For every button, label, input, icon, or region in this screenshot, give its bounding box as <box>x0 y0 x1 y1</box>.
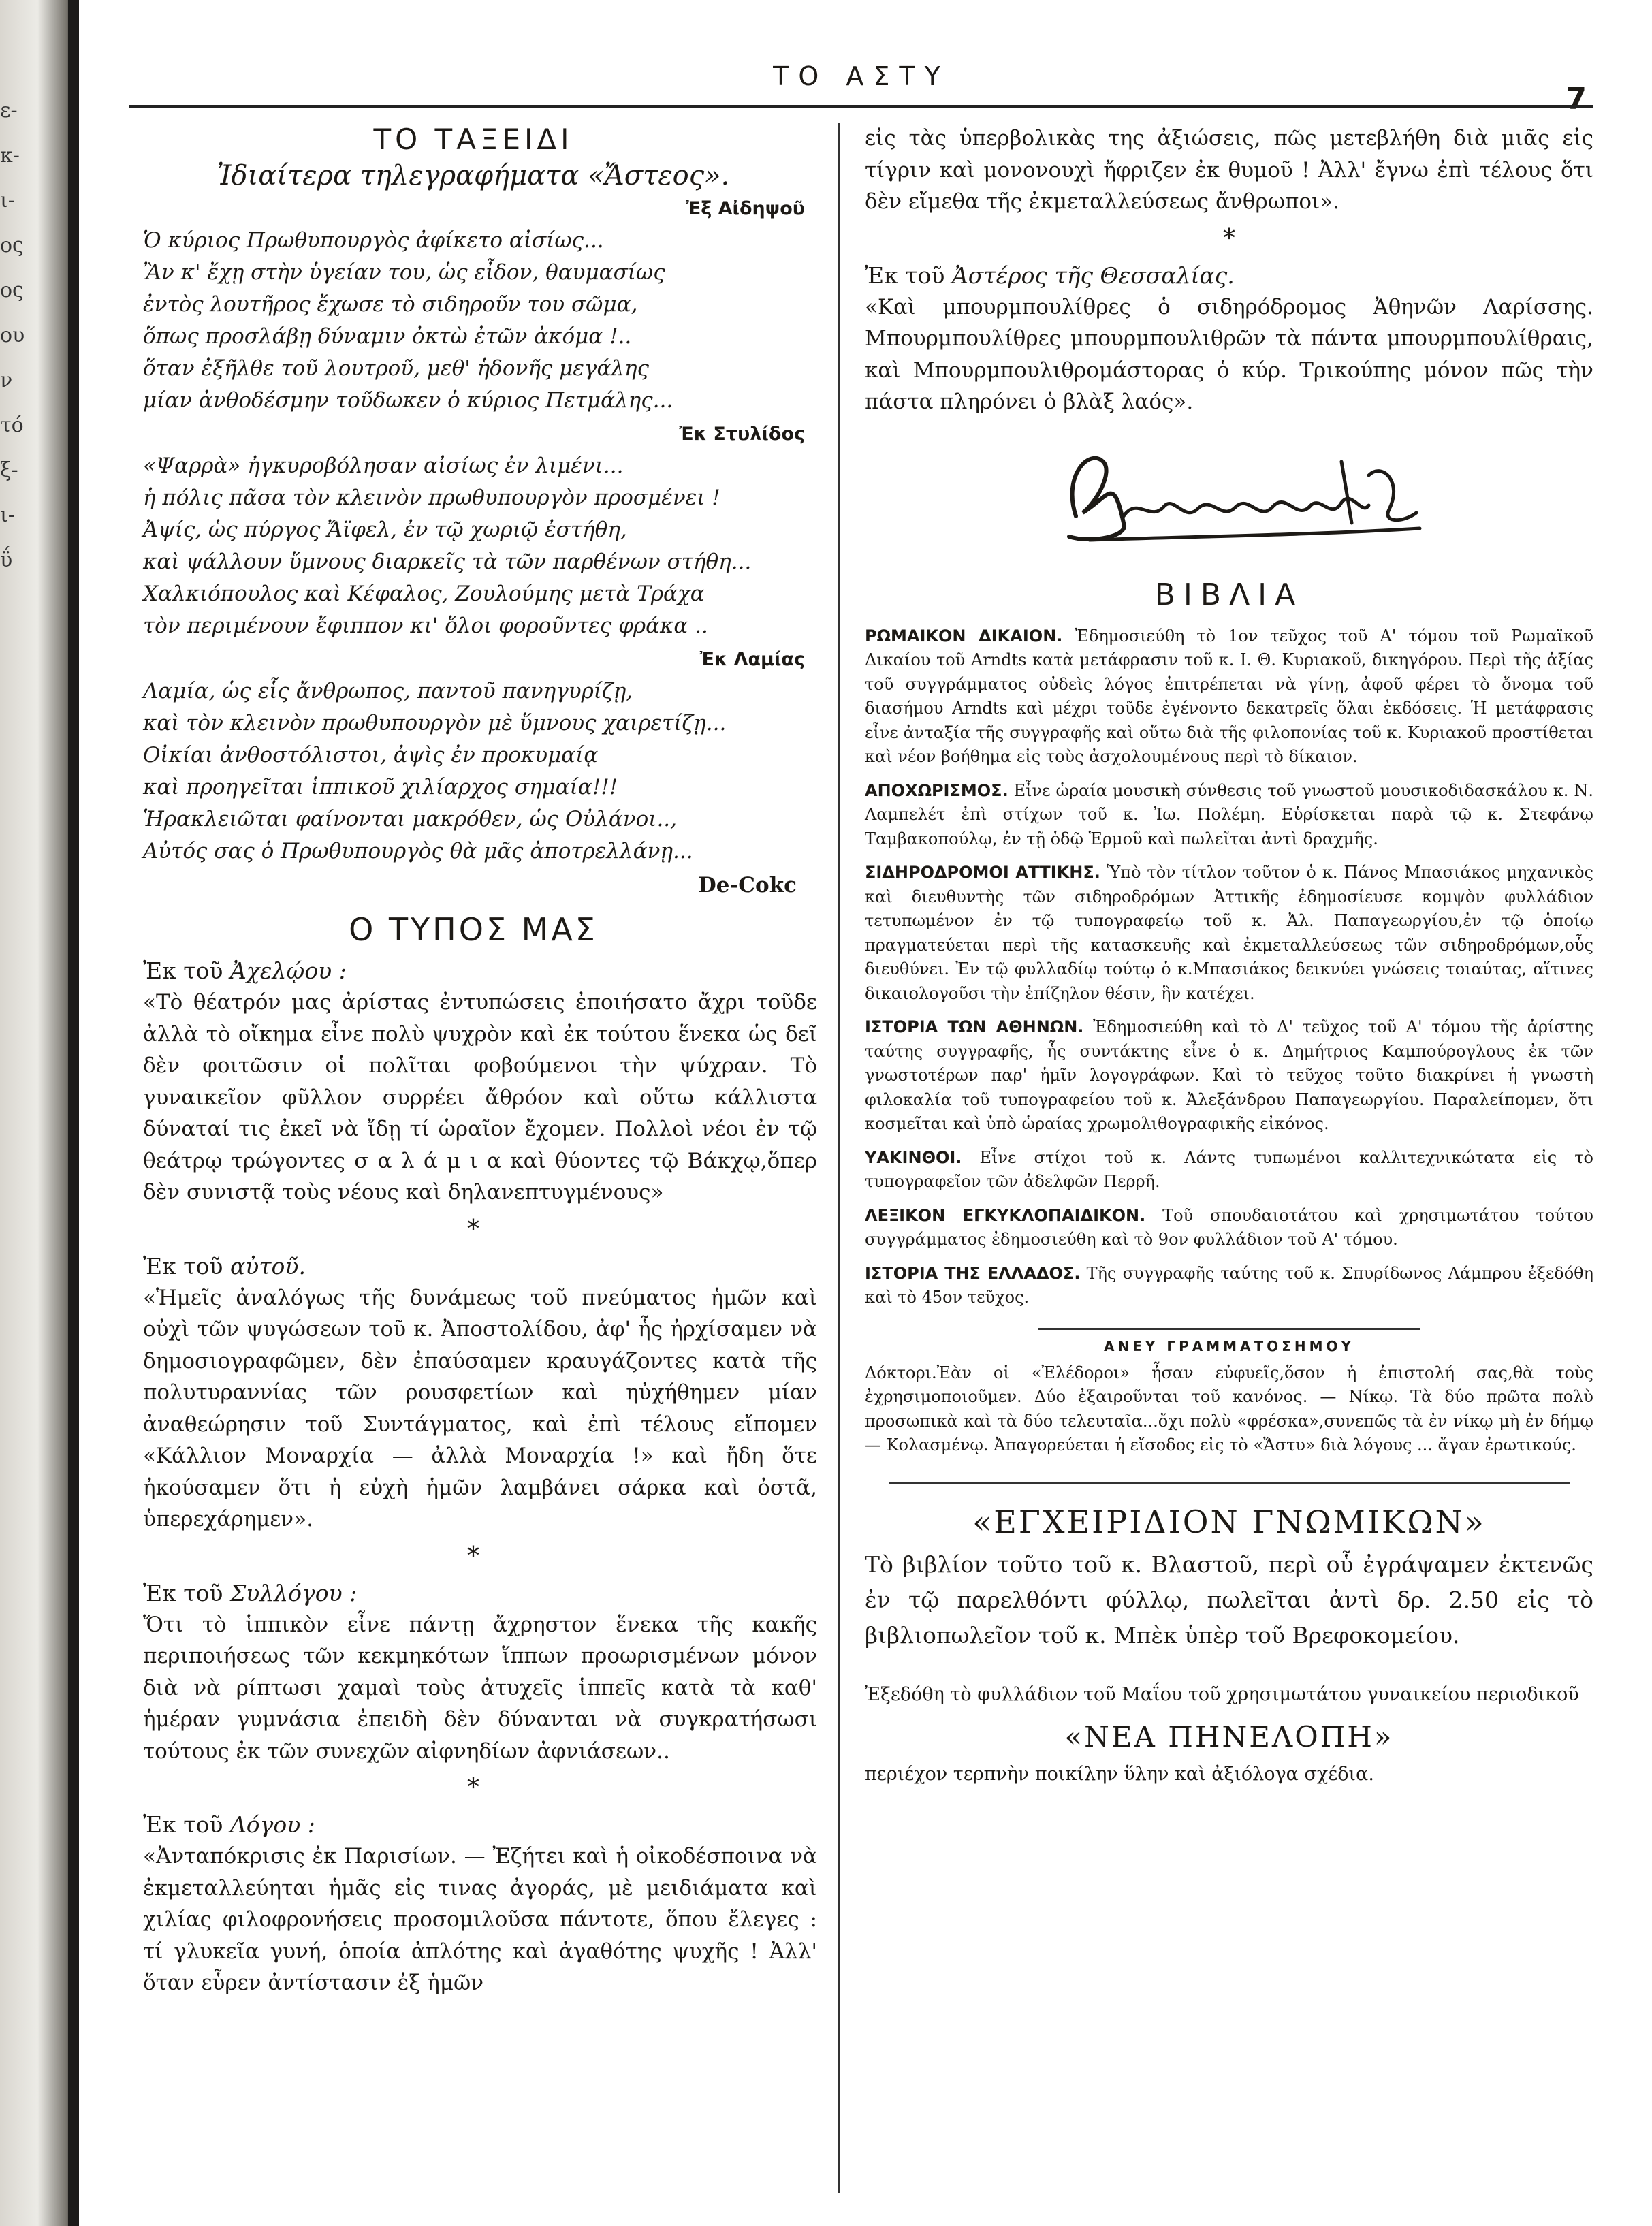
taxeidi-signature: De-Cokc <box>697 873 797 897</box>
section-rule <box>1038 1328 1420 1330</box>
separator-asterisk: * <box>467 1215 479 1243</box>
verse-line: Ἀψίς, ὡς πύργος Ἄϊφελ, ἐν τῷ χωριῷ ἐστήθη, <box>143 518 627 542</box>
telegram-section <box>129 424 817 642</box>
telegram-section <box>129 649 817 868</box>
verse-line: «Ψαρρὰ» ἠγκυροβόλησαν αἰσίως ἐν λιμένι... <box>143 454 624 478</box>
verse-line: καὶ ψάλλουν ὕμνους διαρκεῖς τὰ τῶν παρθένων στήθη... <box>143 550 752 574</box>
telegram-heading: Ἐξ Αἰδηψοῦ <box>686 198 805 219</box>
page-number: 7 <box>1566 82 1587 116</box>
penelope-after: περιέχον τερπνὴν ποικίλην ὕλην καὶ ἀξιόλογα σχέδια. <box>865 1763 1374 1785</box>
masthead-rule <box>129 105 1593 108</box>
asteros-from-prefix: Ἐκ τοῦ <box>865 261 945 289</box>
margin-fragment: ξ- <box>0 458 18 482</box>
book-name: ΛΕΞΙΚΟΝ ΕΓΚΥΚΛΟΠΑΙΔΙΚΟΝ. <box>865 1205 1146 1225</box>
book-entry <box>865 1262 1593 1310</box>
separator-asterisk: * <box>467 1542 479 1570</box>
press-source-prefix: Ἐκ τοῦ <box>143 1579 223 1606</box>
margin-fragment: τό <box>0 413 24 437</box>
book-description: Τοῦ σπουδαιοτάτου καὶ χρησιμωτάτου τούτου συγγράμματος ἐδημοσιεύθη καὶ τὸ 9ον φυλλάδιον τοῦ Α' τόμου. <box>865 1205 1593 1249</box>
book-entry <box>865 1204 1593 1252</box>
column-divider <box>838 123 840 2193</box>
book-name: ΥΑΚΙΝΘΟΙ. <box>865 1147 962 1167</box>
book-name: ΙΣΤΟΡΙΑ ΤΩΝ ΑΘΗΝΩΝ. <box>865 1017 1084 1036</box>
verse-line: Χαλκιόπουλος καὶ Κέφαλος, Ζουλούμης μετὰ Τράχα <box>143 582 705 606</box>
book-description: Εἶνε ὡραία μουσικὴ σύνθεσις τοῦ γνωστοῦ μουσικοδιδασκάλου κ. Ν. Λαμπελέτ ἐπὶ στίχων τοῦ κ. Ἰω. Πολέμη. Εὑρίσκεται παρὰ τῷ κ. Στεφάνῳ Ταμβακοπούλῳ, ἐν τῇ ὁδῷ Ἑρμοῦ καὶ πωλεῖται ἀντὶ δραχμῆς. <box>865 780 1593 848</box>
margin-fragment: ος <box>0 279 24 302</box>
separator-asterisk: * <box>1223 224 1235 253</box>
section-rule-long <box>889 1482 1570 1484</box>
press-quote: «Τὸ θέατρόν μας ἀρίστας ἐντυπώσεις ἐποιήσατο ἄχρι τοῦδε ἀλλὰ τὸ οἴκημα εἶνε πολὺ ψυχρὸν καὶ ἐκ τούτου ἕνεκα ὡς δεῖ δὲν φοιτῶσιν οἱ πολῖται φοβούμενοι τὴν ψύχραν. Τὸ γυναικεῖον φῦλλον συρρέει ἄθρόον καὶ οὕτω κάλλιστα δύναταί τις ἐκεῖ νὰ ἴδῃ τί ὡραῖον ἔχομεν. Πολλοὶ νέοι ἐν τῷ θεάτρῳ τρώγοντες σ α λ ά μ ι α καὶ θύοντες τῷ Βάκχῳ,ὅπερ δὲν συνιστᾷ τοὺς νέους καὶ δηλανεπτυγμένους» <box>143 990 817 1205</box>
verse-line: μίαν ἀνθοδέσμην τοῦδωκεν ὁ κύριος Πετμάλης... <box>143 388 673 413</box>
margin-fragment: ν <box>0 368 13 392</box>
press-source-prefix: Ἐκ τοῦ <box>143 957 223 984</box>
penelope-intro: Ἐξεδόθη τὸ φυλλάδιον τοῦ Μαΐου τοῦ χρησιμωτάτου γυναικείου περιοδικοῦ <box>865 1683 1579 1705</box>
press-source-prefix: Ἐκ τοῦ <box>143 1811 223 1838</box>
verse-line: Λαμία, ὡς εἷς ἄνθρωπος, παντοῦ πανηγυρίζῃ, <box>143 679 633 703</box>
gutter-shadow <box>68 0 79 2226</box>
verse-line: ἡ πόλις πᾶσα τὸν κλεινὸν πρωθυπουργὸν προσμένει ! <box>143 486 720 510</box>
book-name: ΡΩΜΑΙΚΟΝ ΔΙΚΑΙΟΝ. <box>865 626 1063 646</box>
no-stamp-title: ΑΝΕΥ ΓΡΑΜΜΑΤΟΣΗΜΟΥ <box>1104 1337 1354 1354</box>
book-name: ΙΣΤΟΡΙΑ ΤΗΣ ΕΛΛΑΔΟΣ. <box>865 1263 1081 1283</box>
book-description: Εἶνε στίχοι τοῦ κ. Λάντς τυπωμένοι καλλιτεχνικώτατα εἰς τὸ τυπογραφεῖον τῶν ἀδελφῶν Περρῆ. <box>865 1147 1593 1191</box>
book-description: Ἐδημοσιεύθη τὸ 1ον τεῦχος τοῦ Α' τόμου τοῦ Ρωμαϊκοῦ Δικαίου τοῦ Arndts κατὰ μετάφρασιν τοῦ κ. Ι. Θ. Κυριακοῦ, δικηγόρου. Περὶ τῆς ἀξίας τοῦ συγγράμματος οὐδεὶς λόγος ἐπιτρέπεται νὰ γίνῃ, ἀφοῦ φέρει τὸ ὄνομα τοῦ διασήμου Arndts καὶ μέχρι τοῦδε ἐγένοντο δεκατρεῖς ὅλαι ἐκδόσεις. Ἡ μετάφρασις εἶνε ἀνταξία τῆς συγγραφῆς καὶ οὕτω διὰ τῆς φιλοπονίας τοῦ κ. Κυριακοῦ προστίθεται καὶ νέον βοήθημα εἰς τοὺς ἀσχολουμένους περὶ τὸ δίκαιον. <box>865 626 1593 766</box>
verse-line: ὅταν ἐξῆλθε τοῦ λουτροῦ, μεθ' ἡδονῆς μεγάλης <box>143 356 649 381</box>
verse-line: καὶ τὸν κλεινὸν πρωθυπουργὸν μὲ ὕμνους χαιρετίζῃ... <box>143 711 727 735</box>
telegram-heading: Ἐκ Λαμίας <box>699 649 805 670</box>
press-source <box>143 1253 817 1279</box>
asteros-from-name: Ἀστέρος τῆς Θεσσαλίας. <box>951 261 1235 289</box>
margin-fragment: ος <box>0 234 24 257</box>
asteros-paragraph: «Καὶ μπουρμπουλίθρες ὁ σιδηρόδρομος Ἀθηνῶν Λαρίσσης. Μπουρμπουλίθρες μπουρμπουλιθρῶν τὰ πάντα μπουρμπουλίθραις, καὶ Μπουρμπουλιθρομάστορας ὁ κύρ. Τρικούπης μόνον πῶς τὴν πάστα πληρόνει ὁ βλὰξ λαός». <box>865 294 1593 414</box>
verse-line: Αὐτός σας ὁ Πρωθυπουργὸς θὰ μᾶς ἀποτρελλάνῃ... <box>143 839 693 863</box>
egxeiridion-text: Τὸ βιβλίον τοῦτο τοῦ κ. Βλαστοῦ, περὶ οὗ ἐγράψαμεν ἐκτενῶς ἐν τῷ παρελθόντι φύλλῳ, πωλεῖται ἀντὶ δρ. 2.50 εἰς τὸ βιβλιοπωλεῖον τοῦ κ. Μπὲκ ὑπὲρ τοῦ Βρεφοκομείου. <box>865 1551 1593 1649</box>
verse-line: καὶ προηγεῖται ἱππικοῦ χιλίαρχος σημαία!!! <box>143 775 618 799</box>
asteros-source <box>865 262 1593 289</box>
margin-fragment: ι- <box>0 189 15 212</box>
verse-line: Ἡρακλειῶται φαίνονται μακρόθεν, ὡς Οὐλάνοι.., <box>143 807 678 831</box>
book-entry <box>865 861 1593 1006</box>
margin-fragment: κ- <box>0 144 20 168</box>
book-entry <box>865 1015 1593 1136</box>
press-source-name: αὐτοῦ. <box>229 1252 306 1279</box>
right-column <box>865 123 1593 1789</box>
press-source <box>143 957 817 984</box>
press-source-name: Ἀχελῴου : <box>229 957 347 984</box>
book-name: ΣΙΔΗΡΟΔΡΟΜΟΙ ΑΤΤΙΚΗΣ. <box>865 863 1100 882</box>
masthead-title: ΤΟ ΑΣΤΥ <box>773 61 950 91</box>
press-source-name: Λόγου : <box>229 1811 315 1838</box>
press-source-prefix: Ἐκ τοῦ <box>143 1252 223 1279</box>
telegram-heading: Ἐκ Στυλίδος <box>679 424 805 445</box>
left-column <box>129 123 817 1999</box>
handwritten-signature <box>865 434 1593 571</box>
egxeiridion-title: «ΕΓΧΕΙΡΙΔΙΟΝ ΓΝΩΜΙΚΩΝ» <box>972 1503 1486 1540</box>
press-quote: «Ἡμεῖς ἀναλόγως τῆς δυνάμεως τοῦ πνεύματος ἡμῶν καὶ οὐχὶ τῶν ψυγώσεων τοῦ κ. Ἀποστολίδου, ἀφ' ἧς ἠρχίσαμεν νὰ δημοσιογραφῶμεν, δὲν ἐπαύσαμεν κραυγάζοντες κατὰ τῆς πολυτυραννίας τῶν ρουσφετίων καὶ ηὐχήθημεν μίαν ἀναθεώρησιν τοῦ Συντάγματος, καὶ ἐπὶ τέλους εἴπομεν «Κάλλιον Μοναρχία — ἀλλὰ Μοναρχία !» καὶ ἤδη ὅτε ἠκούσαμεν ὅτι ἡ εὐχὴ ἡμῶν λαμβάνει σάρκα καὶ ὀστᾶ, ὑπερεχάρημεν». <box>143 1285 817 1531</box>
taxeidi-subtitle: Ἰδιαίτερα τηλεγραφήματα «Ἄστεος». <box>217 160 730 191</box>
verse-line: τὸν περιμένουν ἔφιππον κι' ὅλοι φοροῦντες φράκα .. <box>143 614 708 638</box>
verse-line: ἐντὸς λουτῆρος ἔχωσε τὸ σιδηροῦν του σῶμα, <box>143 292 638 317</box>
press-source <box>143 1811 817 1838</box>
verse-line: Οἰκίαι ἀνθοστόλιστοι, ἀψὶς ἐν προκυμαίᾳ <box>143 743 599 767</box>
book-description: Ἐδημοσιεύθη καὶ τὸ Δ' τεῦχος τοῦ Α' τόμου τῆς ἀρίστης ταύτης συγγραφῆς, ἧς συντάκτης εἶνε ὁ κ. Δημήτριος Καμπούρογλους ἐκ τῶν γνωστοτέρων παρ' ἡμῖν λογογράφων. Καὶ τὸ τεῦχος τοῦτο διακρίνει ἡ γνωστὴ φιλοκαλία τοῦ τυπογραφείου τοῦ κ. Ἀλεξάνδρου Παπαγεωργίου. Παραλείπομεν, ὅτι κοσμεῖται καὶ ὑπὸ ὡραίας χρωμολιθογραφικῆς εἰκόνος. <box>865 1017 1594 1133</box>
signature-scrawl-icon <box>1049 434 1430 557</box>
press-source <box>143 1580 817 1606</box>
margin-fragment: ΰ <box>0 548 13 572</box>
masthead <box>129 54 1593 116</box>
verse-line: ὅπως προσλάβῃ δύναμιν ὀκτὼ ἐτῶν ἀκόμα !.. <box>143 324 632 349</box>
biblia-title: ΒΙΒΛΙΑ <box>1154 577 1304 612</box>
typos-article <box>129 911 817 1999</box>
margin-fragment: ου <box>0 323 25 347</box>
book-entry <box>865 1146 1593 1194</box>
telegram-section <box>129 198 817 417</box>
separator-asterisk: * <box>467 1774 479 1802</box>
typos-title: Ο ΤΥΠΟΣ ΜΑΣ <box>349 911 598 948</box>
taxeidi-article <box>129 123 817 897</box>
taxeidi-title: ΤΟ ΤΑΞΕΙΔΙ <box>373 123 573 156</box>
book-reviews <box>865 624 1593 1310</box>
book-entry <box>865 779 1593 852</box>
press-quote: Ὅτι τὸ ἱππικὸν εἶνε πάντῃ ἄχρηστον ἕνεκα τῆς κακῆς περιποιήσεως τῶν κεκμηκότων ἵππων προωρισμένων μόνον διὰ νὰ ρίπτωσι χαμαὶ τοὺς ἀτυχεῖς ἱππεῖς κατὰ τὰ καθ' ἡμέραν γυμνάσια ἐπειδὴ δὲν δύνανται νὰ συγκρατήσωσι τούτους ἐκ τῶν συνεχῶν αἰφνηδίων ἀφνιάσεων.. <box>143 1612 817 1764</box>
verse-line: Ἂν κ' ἔχῃ στὴν ὑγείαν του, ὡς εἶδον, θαυμασίως <box>143 260 665 285</box>
no-stamp-text: Δόκτορι.Ἐὰν οἱ «Ἐλέδοροι» ἦσαν εὐφυεῖς,ὅσον ἡ ἐπιστολή σας,θὰ τοὺς ἐχρησιμοποιοῦμεν. Δύο ἐξαιροῦνται τοῦ κανόνος. — Νίκῳ. Τὰ δύο πρῶτα πολὺ προσωπικὰ καὶ τὰ δύο τελευταῖα...ὄχι πολὺ «φρέσκα»,συνεπῶς τὰ ἐν νίκῳ μὴ ἐν δήμῳ — Κολασμένῳ. Ἀπαγορεύεται ἡ εἴσοδος εἰς τὸ «Ἄστυ» διὰ λόγους ... ἄγαν ἐρωτικούς. <box>865 1363 1593 1454</box>
press-items <box>129 957 817 1999</box>
book-description: Τῆς συγγραφῆς ταύτης τοῦ κ. Σπυρίδωνος Λάμπρου ἐξεδόθη καὶ τὸ 45ον τεῦχος. <box>865 1263 1593 1307</box>
book-entry <box>865 624 1593 769</box>
margin-fragment: ε- <box>0 99 18 123</box>
telegram-sections <box>129 198 817 868</box>
margin-fragment: ι- <box>0 503 15 527</box>
press-source-name: Συλλόγου : <box>229 1579 358 1606</box>
penelope-title: «ΝΕΑ ΠΗΝΕΛΟΠΗ» <box>1064 1719 1394 1753</box>
verse-line: Ὁ κύριος Πρωθυπουργὸς ἀφίκετο αἰσίως... <box>143 228 604 253</box>
continuation-paragraph: εἰς τὰς ὑπερβολικὰς της ἀξιώσεις, πῶς μετεβλήθη διὰ μιᾶς εἰς τίγριν καὶ μονονουχὶ ἤφριζεν ἐκ θυμοῦ ! Ἀλλ' ἔγνω ἐπὶ τέλους ὅτι δὲν εἴμεθα τῆς ἐκμεταλλεύσεως ἄνθρωποι». <box>865 126 1593 214</box>
book-name: ΑΠΟΧΩΡΙΣΜΟΣ. <box>865 780 1008 800</box>
adjacent-page-fragments <box>0 89 41 583</box>
press-quote: «Ἀνταπόκρισις ἐκ Παρισίων. — Ἐζήτει καὶ ἡ οἰκοδέσποινα νὰ ἐκμεταλλεύηται ἡμᾶς εἰς τινας ἀγοράς, μὲ μειδιάματα καὶ χιλίας φιλοφρονήσεις προσομιλοῦσα πάντοτε, ὅπου ἔλεγες : τί γλυκεῖα γυνή, ὁποία ἀπλότης καὶ ἀγαθότης ψυχῆς ! Ἀλλ' ὅταν εὗρεν ἀντίστασιν ἐξ ἡμῶν <box>143 1844 817 1995</box>
newspaper-page <box>129 54 1593 2206</box>
book-description: Ὑπὸ τὸν τίτλον τοῦτον ὁ κ. Πάνος Μπασιάκος μηχανικὸς καὶ διευθυντὴς τῶν σιδηροδρόμων Ἀττικῆς ἐδημοσίευσε κομψὸν φυλλάδιον τετυπωμένον ἐν τῷ τυπογραφείῳ τοῦ κ. Ἀλ. Παπαγεωργίου,ἐν τῷ ὁποίῳ πραγματεύεται περὶ τῆς κατασκευῆς καὶ ἐκμεταλλεύσεως τῶν σιδηροδρόμων,οὗς διευθύνει. Ἐν τῷ φυλλαδίῳ τούτῳ ὁ κ.Μπασιάκος δεικνύει γνώσεις τοιαύτας, αἵτινες δικαιολογοῦσι τὴν ἐπίζηλον θέσιν, ἣν κατέχει. <box>865 863 1593 1003</box>
